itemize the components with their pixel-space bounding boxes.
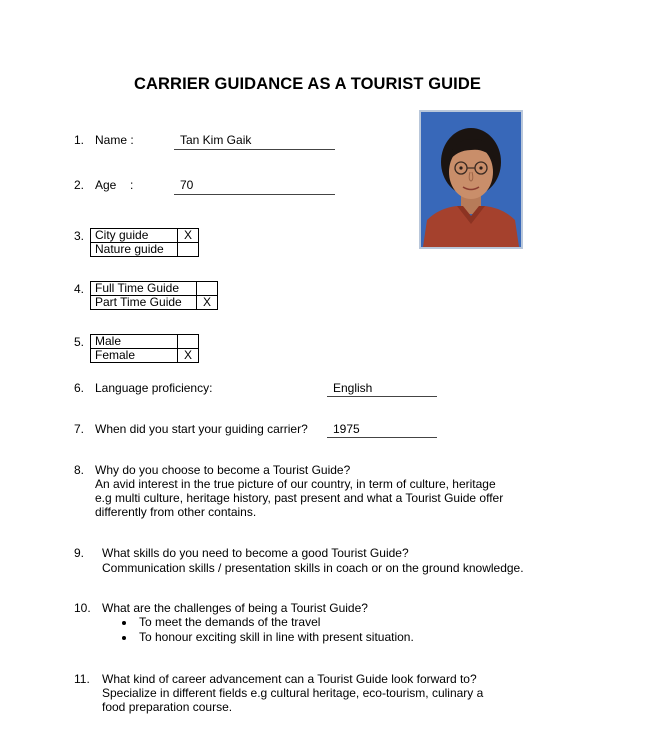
- language-field: [327, 380, 437, 397]
- q9-answer: Communication skills / presentation skills in coach or on the ground knowledge.: [102, 561, 524, 575]
- gender-checklist: [90, 334, 199, 363]
- option-row: [91, 243, 199, 257]
- option-row: [91, 335, 199, 349]
- name-field: [174, 133, 335, 150]
- q7-number: 7.: [74, 422, 85, 436]
- bullet-icon: [122, 621, 126, 625]
- q4-number: 4.: [74, 282, 85, 296]
- checkbox-city-guide[interactable]: X: [178, 229, 199, 243]
- checkbox-part-time[interactable]: X: [197, 296, 218, 310]
- q11-number: 11.: [74, 672, 90, 686]
- name-label: Name :: [95, 133, 134, 147]
- q10-question: What are the challenges of being a Tourist Guide?: [102, 601, 368, 615]
- q9-number: 9.: [74, 546, 85, 560]
- option-row: [91, 349, 199, 363]
- age-value: 70: [180, 178, 194, 192]
- q6-number: 6.: [74, 381, 85, 395]
- q11-question: What kind of career advancement can a Tourist Guide look forward to?: [102, 672, 477, 686]
- checkbox-female[interactable]: X: [178, 349, 199, 363]
- language-label: Language proficiency:: [95, 381, 213, 395]
- q8-number: 8.: [74, 463, 85, 477]
- q8-answer-line: e.g multi culture, heritage history, past present and what a Tourist Guide offer: [95, 491, 504, 505]
- q2-number: 2.: [74, 178, 85, 192]
- guide-type-checklist: [90, 228, 199, 257]
- page-title: CARRIER GUIDANCE AS A TOURIST GUIDE: [134, 75, 481, 93]
- portrait-image: [421, 112, 521, 247]
- q8-answer-line: differently from other contains.: [95, 505, 257, 519]
- age-label: Age: [95, 178, 117, 192]
- age-field: [174, 178, 335, 195]
- portrait-photo: [419, 110, 523, 249]
- q11-answer-line: food preparation course.: [102, 700, 233, 714]
- name-value: Tan Kim Gaik: [180, 133, 252, 147]
- q8-question: Why do you choose to become a Tourist Guide?: [95, 463, 351, 477]
- checkbox-nature-guide[interactable]: [178, 243, 199, 257]
- q10-number: 10.: [74, 601, 91, 615]
- option-male: Male: [91, 335, 178, 349]
- option-row: [91, 282, 218, 296]
- q8-answer-line: An avid interest in the true picture of our country, in term of culture, heritage: [95, 477, 496, 491]
- q9-question: What skills do you need to become a good Tourist Guide?: [102, 546, 409, 560]
- option-part-time: Part Time Guide: [91, 296, 197, 310]
- age-colon: :: [130, 178, 134, 192]
- start-year-value: 1975: [333, 422, 360, 436]
- start-year-field: [327, 421, 437, 438]
- option-row: [91, 296, 218, 310]
- option-female: Female: [91, 349, 178, 363]
- q10-bullet-item: To honour exciting skill in line with present situation.: [139, 630, 414, 644]
- q1-number: 1.: [74, 133, 85, 147]
- option-row: [91, 229, 199, 243]
- q3-number: 3.: [74, 229, 85, 243]
- q5-number: 5.: [74, 335, 85, 349]
- q11-answer-line: Specialize in different fields e.g cultural heritage, eco-tourism, culinary a: [102, 686, 484, 700]
- start-year-label: When did you start your guiding carrier?: [95, 422, 308, 436]
- employment-checklist: [90, 281, 218, 310]
- checkbox-full-time[interactable]: [197, 282, 218, 296]
- option-nature-guide: Nature guide: [91, 243, 178, 257]
- option-city-guide: City guide: [91, 229, 178, 243]
- language-value: English: [333, 381, 373, 395]
- bullet-icon: [122, 636, 126, 640]
- checkbox-male[interactable]: [178, 335, 199, 349]
- option-full-time: Full Time Guide: [91, 282, 197, 296]
- q10-bullet-item: To meet the demands of the travel: [139, 615, 321, 629]
